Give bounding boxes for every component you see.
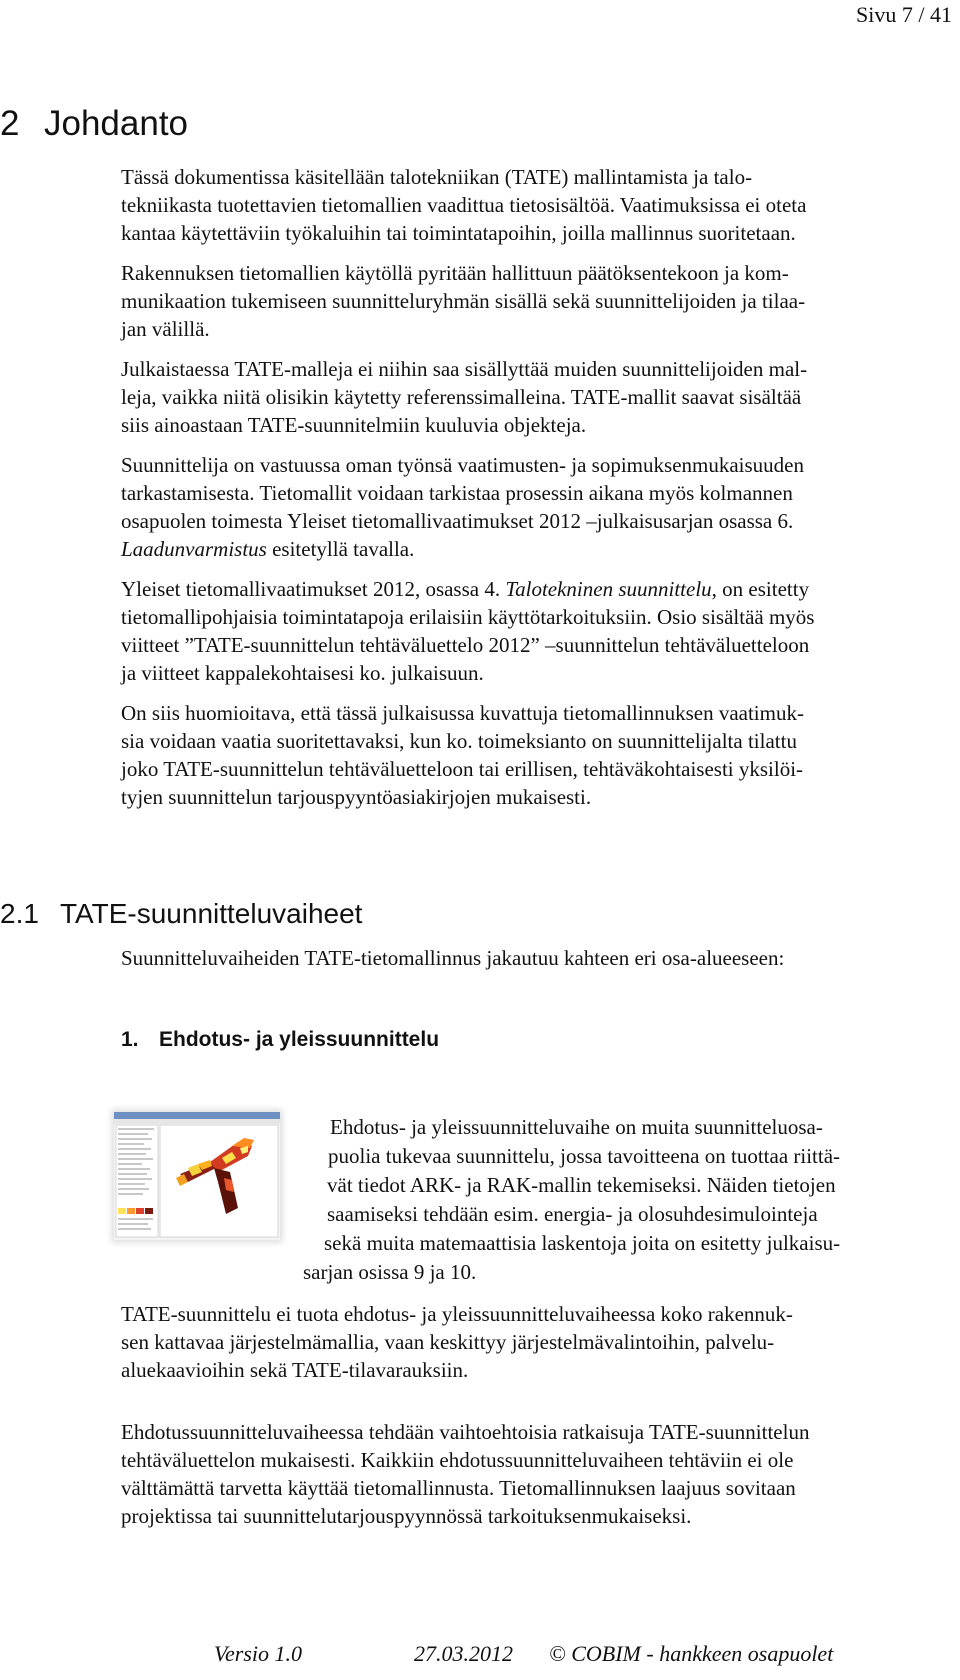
text-line: Ehdotussuunnitteluvaiheessa tehdään vaihtoehtoisia ratkaisuja TATE-suunnittelun bbox=[121, 1420, 810, 1444]
subsection-title: Ehdotus- ja yleissuunnittelu bbox=[159, 1028, 440, 1051]
paragraph bbox=[121, 163, 959, 247]
section-heading-2 bbox=[0, 104, 188, 144]
section-heading-2-1 bbox=[0, 898, 362, 930]
figure-side-text-line: Ehdotus- ja yleissuunnitteluvaihe on muita suunnitteluosa- bbox=[330, 1115, 823, 1139]
figure-side-text-line: puolia tukevaa suunnittelu, jossa tavoitteena on tuottaa riittä- bbox=[328, 1144, 841, 1168]
text-line: leja, vaikka niitä olisikin käytetty referenssimalleina. TATE-mallit saavat sisältää bbox=[121, 385, 802, 409]
italic-reference: Talotekninen suunnittelu bbox=[505, 577, 712, 601]
text-line bbox=[121, 575, 959, 603]
figure-side-text-line: sekä muita matemaattisia laskentoja joita on esitetty julkaisu- bbox=[324, 1231, 841, 1255]
text-line: joko TATE-suunnittelun tehtäväluetteloon tai erillisen, tehtäväkohtaisesti yksilöi- bbox=[121, 757, 804, 781]
text-line: tekniikasta tuotettavien tietomallien vaadittua tietosisältöä. Vaatimuksissa ei oteta bbox=[121, 193, 807, 217]
figure-side-text-line: vät tiedot ARK- ja RAK-mallin tekemiseksi. Näiden tietojen bbox=[327, 1173, 836, 1197]
subsection-body bbox=[121, 1300, 959, 1542]
text-line: siis ainoastaan TATE-suunnitelmiin kuuluvia objekteja. bbox=[121, 413, 587, 437]
text-fragment: Yleiset tietomallivaatimukset 2012, osassa 4. bbox=[121, 577, 506, 601]
section-2-body bbox=[121, 163, 959, 823]
text-line: tyjen suunnittelun tarjouspyyntöasiakirjojen mukaisesti. bbox=[121, 785, 592, 809]
figure-side-text-line: sarjan osissa 9 ja 10. bbox=[303, 1260, 477, 1284]
text-line: sen kattavaa järjestelmämallia, vaan keskittyy järjestelmävalintoihin, palvelu- bbox=[121, 1330, 775, 1354]
section-number: 2 bbox=[0, 104, 20, 143]
text-line: kantaa käytettäviin työkaluihin tai toimintatapoihin, joilla mallinnus suoritetaan. bbox=[121, 221, 796, 245]
italic-reference: Laadunvarmistus bbox=[121, 537, 267, 561]
software-screenshot-figure bbox=[114, 1112, 280, 1240]
paragraph bbox=[121, 355, 959, 439]
footer-version: Versio 1.0 bbox=[214, 1641, 302, 1666]
section-title: TATE-suunnitteluvaiheet bbox=[60, 898, 363, 929]
section-2-1-intro bbox=[121, 944, 959, 972]
text-line: osapuolen toimesta Yleiset tietomallivaatimukset 2012 –julkaisusarjan osassa 6. bbox=[121, 509, 794, 533]
software-window-thumbnail bbox=[114, 1112, 280, 1240]
text-line: aluekaavioihin sekä TATE-tilavarauksiin. bbox=[121, 1358, 469, 1382]
section-number: 2.1 bbox=[0, 898, 39, 929]
list-number: 1. bbox=[121, 1028, 139, 1051]
paragraph bbox=[121, 699, 959, 811]
text-line: TATE-suunnittelu ei tuota ehdotus- ja yleissuunnitteluvaiheessa koko rakennuk- bbox=[121, 1302, 793, 1326]
text-line: jan välillä. bbox=[121, 317, 210, 341]
paragraph bbox=[121, 575, 959, 687]
text-line: On siis huomioitava, että tässä julkaisussa kuvattuja tietomallinnuksen vaatimuk- bbox=[121, 701, 804, 725]
footer-copyright: © COBIM - hankkeen osapuolet bbox=[549, 1641, 834, 1666]
text-line: välttämättä tarvetta käyttää tietomallinnusta. Tietomallinnuksen laajuus sovitaan bbox=[121, 1476, 796, 1500]
text-line: tarkastamisesta. Tietomallit voidaan tarkistaa prosessin aikana myös kolmannen bbox=[121, 481, 793, 505]
text-line: Suunnitteluvaiheiden TATE-tietomallinnus jakautuu kahteen eri osa-alueeseen: bbox=[121, 946, 785, 970]
paragraph bbox=[121, 259, 959, 343]
figure-side-text-line: saamiseksi tehdään esim. energia- ja olosuhdesimulointeja bbox=[327, 1202, 818, 1226]
text-line: Julkaistaessa TATE-malleja ei niihin saa sisällyttää muiden suunnittelijoiden mal- bbox=[121, 357, 808, 381]
text-fragment: esitetyllä tavalla. bbox=[266, 537, 415, 561]
text-line: tietomallipohjaisia toimintatapoja erilaisiin käyttötarkoituksiin. Osio sisältää myös bbox=[121, 605, 815, 629]
paragraph bbox=[121, 1300, 959, 1384]
section-title: Johdanto bbox=[44, 104, 189, 143]
text-line: ja viitteet kappalekohtaisesi ko. julkaisuun. bbox=[121, 661, 484, 685]
page-number: Sivu 7 / 41 bbox=[856, 2, 952, 27]
text-fragment: , on esitetty bbox=[711, 577, 810, 601]
text-line: Tässä dokumentissa käsitellään talotekniikan (TATE) mallintamista ja talo- bbox=[121, 165, 753, 189]
text-line: Rakennuksen tietomallien käytöllä pyritään hallittuun päätöksentekoon ja kom- bbox=[121, 261, 789, 285]
text-line: projektissa tai suunnittelutarjouspyynnössä tarkoituksenmukaiseksi. bbox=[121, 1504, 692, 1528]
paragraph bbox=[121, 451, 959, 563]
text-line bbox=[121, 535, 959, 563]
text-line: sia voidaan vaatia suoritettavaksi, kun ko. toimeksianto on suunnittelijalta tilattu bbox=[121, 729, 797, 753]
footer-date: 27.03.2012 bbox=[414, 1641, 513, 1666]
text-line: munikaation tukemiseen suunnitteluryhmän sisällä sekä suunnittelijoiden ja tilaa- bbox=[121, 289, 806, 313]
text-line: viitteet ”TATE-suunnittelun tehtäväluettelo 2012” –suunnittelun tehtäväluetteloon bbox=[121, 633, 810, 657]
text-line: Suunnittelija on vastuussa oman työnsä vaatimusten- ja sopimuksenmukaisuuden bbox=[121, 453, 804, 477]
paragraph bbox=[121, 1418, 959, 1530]
subsection-heading bbox=[121, 1028, 439, 1052]
text-line: tehtäväluettelon mukaisesti. Kaikkiin ehdotussuunnitteluvaiheen tehtäviin ei ole bbox=[121, 1448, 794, 1472]
